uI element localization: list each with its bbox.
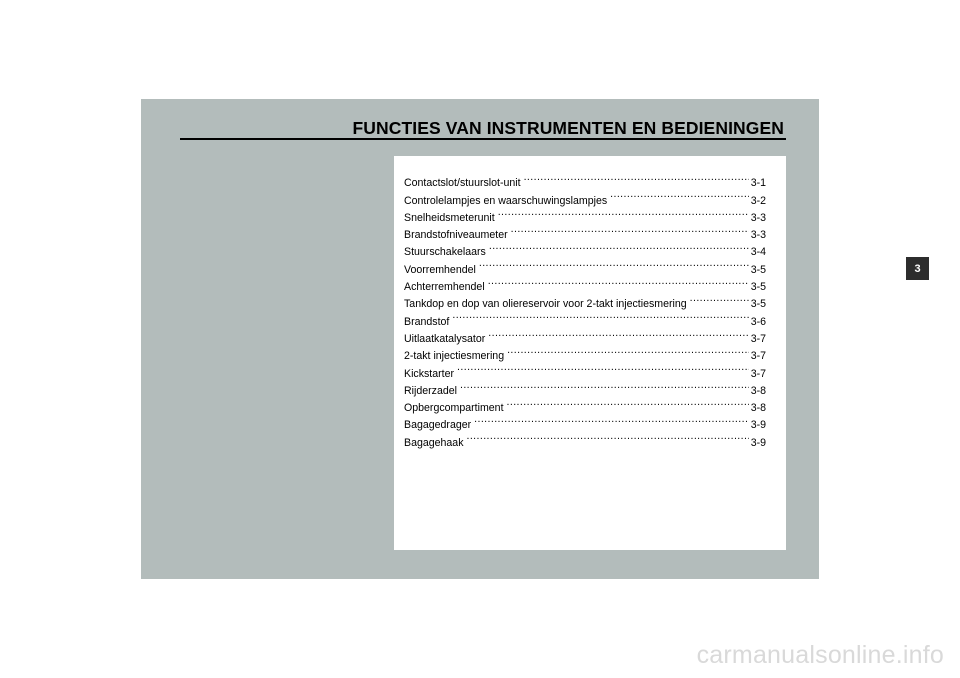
toc-entry[interactable] bbox=[404, 377, 766, 397]
toc-list bbox=[404, 169, 766, 449]
toc-entry-title: Contactslot/stuurslot-unit bbox=[404, 177, 521, 190]
title-underline bbox=[180, 138, 786, 140]
toc-entry-title: Voorremhendel bbox=[404, 263, 476, 276]
toc-entry-page: 3-5 bbox=[750, 298, 766, 311]
page-title: FUNCTIES VAN INSTRUMENTEN EN BEDIENINGEN bbox=[352, 118, 784, 138]
toc-entry-page: 3-1 bbox=[750, 177, 766, 190]
toc-entry-title: Bagagedrager bbox=[404, 419, 472, 432]
toc-entry-page: 3-3 bbox=[750, 211, 766, 224]
toc-entry-page: 3-5 bbox=[750, 263, 766, 276]
toc-entry-title: Uitlaatkatalysator bbox=[404, 332, 486, 345]
toc-entry-title: Bagagehaak bbox=[404, 436, 464, 449]
toc-entry-page: 3-5 bbox=[750, 281, 766, 294]
dot-leader bbox=[488, 325, 748, 342]
watermark: carmanualsonline.info bbox=[696, 641, 944, 669]
dot-leader bbox=[511, 221, 749, 238]
toc-entry[interactable] bbox=[404, 169, 766, 190]
dot-leader bbox=[457, 359, 749, 376]
dot-leader bbox=[524, 169, 749, 186]
dot-leader bbox=[467, 428, 749, 445]
toc-entry-page: 3-8 bbox=[750, 402, 766, 415]
toc-entry-page: 3-2 bbox=[750, 194, 766, 207]
toc-entry-title: Stuurschakelaars bbox=[404, 246, 486, 259]
toc-entry-title: Rijderzadel bbox=[404, 384, 457, 397]
dot-leader bbox=[690, 290, 749, 307]
toc-entry-title: Controlelampjes en waarschuwingslampjes bbox=[404, 194, 608, 207]
dot-leader bbox=[460, 377, 749, 394]
toc-entry-page: 3-7 bbox=[750, 350, 766, 363]
toc-entry-page: 3-9 bbox=[750, 436, 766, 449]
toc-entry-page: 3-8 bbox=[750, 384, 766, 397]
table-of-contents bbox=[394, 156, 786, 550]
dot-leader bbox=[452, 307, 748, 324]
toc-entry-title: Achterremhendel bbox=[404, 281, 485, 294]
dot-leader bbox=[474, 411, 749, 428]
dot-leader bbox=[488, 273, 749, 290]
dot-leader bbox=[489, 238, 749, 255]
toc-entry[interactable] bbox=[404, 359, 766, 380]
dot-leader bbox=[610, 186, 749, 203]
toc-entry[interactable] bbox=[404, 325, 766, 345]
toc-entry-page: 3-7 bbox=[750, 332, 766, 345]
dot-leader bbox=[507, 394, 749, 411]
toc-entry-title: 2-takt injectiesmering bbox=[404, 350, 505, 363]
toc-entry-title: Kickstarter bbox=[404, 367, 455, 380]
chapter-tab[interactable]: 3 bbox=[906, 257, 929, 280]
toc-entry[interactable] bbox=[404, 394, 766, 415]
toc-entry-page: 3-7 bbox=[750, 367, 766, 380]
toc-entry-page: 3-9 bbox=[750, 419, 766, 432]
toc-entry-title: Opbergcompartiment bbox=[404, 402, 504, 415]
toc-entry[interactable] bbox=[404, 307, 766, 328]
toc-entry-title: Brandstof bbox=[404, 315, 450, 328]
toc-entry-title: Brandstofniveaumeter bbox=[404, 229, 508, 242]
toc-entry-page: 3-6 bbox=[750, 315, 766, 328]
toc-entry-title: Tankdop en dop van oliereservoir voor 2-takt injectiesmering bbox=[404, 298, 687, 311]
toc-entry-page: 3-4 bbox=[750, 246, 766, 259]
toc-entry-title: Snelheidsmeterunit bbox=[404, 211, 495, 224]
toc-entry-page: 3-3 bbox=[750, 229, 766, 242]
dot-leader bbox=[507, 342, 749, 359]
dot-leader bbox=[479, 255, 749, 272]
dot-leader bbox=[498, 204, 749, 221]
